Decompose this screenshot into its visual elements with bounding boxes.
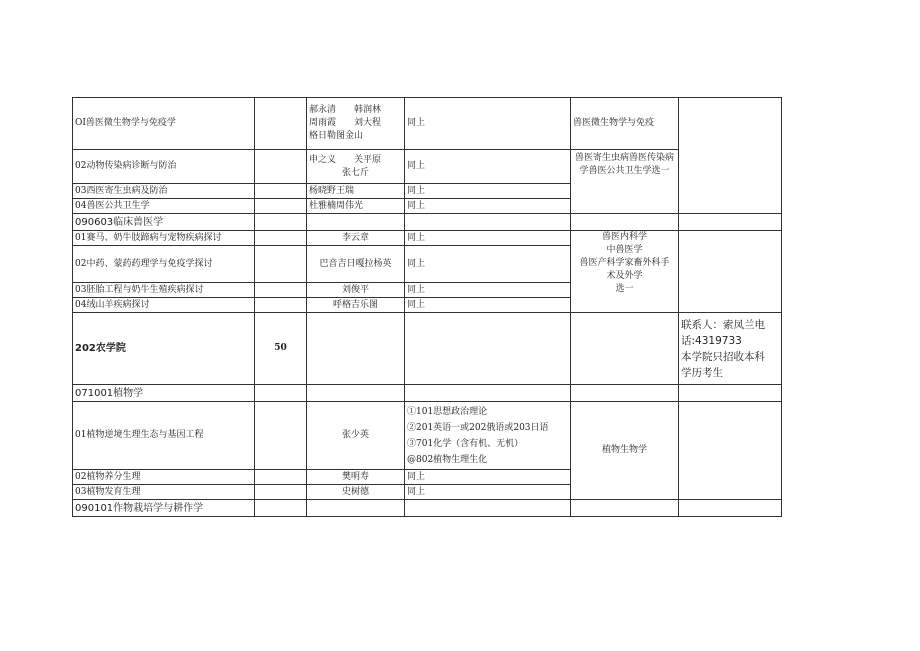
direction-cell: 02中药、蒙药药理学与免疫学探讨 (73, 246, 255, 283)
empty-cell (405, 214, 571, 231)
empty-cell (405, 313, 571, 385)
direction-cell: 04绒山羊疾病探讨 (73, 298, 255, 313)
teacher-cell (307, 150, 405, 184)
empty-cell (679, 385, 782, 402)
quota-cell (255, 470, 307, 485)
note-cell (571, 231, 679, 313)
teacher-line: 张七斤 (341, 167, 369, 178)
remark-cell (679, 98, 782, 214)
exam-cell: 同上 (405, 485, 571, 500)
empty-cell (679, 500, 782, 517)
direction-cell: 02动物传染病诊断与防治 (73, 150, 255, 184)
quota-cell (255, 246, 307, 283)
college-row (73, 313, 782, 385)
teacher-cell: 李云章 (307, 231, 405, 246)
direction-cell: OI兽医微生物学与免疫学 (73, 98, 255, 150)
exam-line: ②201英语一或202俄语或203日语 (407, 422, 549, 433)
exam-cell: 同上 (405, 283, 571, 298)
college-name: 202农学院 (73, 313, 255, 385)
quota-cell (255, 402, 307, 470)
empty-cell (405, 500, 571, 517)
quota-cell (255, 298, 307, 313)
section-row (73, 500, 782, 517)
empty-cell (307, 214, 405, 231)
section-title: 090101作物栽培学与耕作学 (73, 500, 255, 517)
empty-cell (255, 385, 307, 402)
note-line: 术及外学 (606, 271, 643, 281)
teacher-line: 郝永清 韩润林 (309, 105, 382, 115)
teacher-cell (307, 98, 405, 150)
empty-cell (405, 385, 571, 402)
empty-cell (571, 385, 679, 402)
direction-cell: 03胚胎工程与奶牛生殖疾病探讨 (73, 283, 255, 298)
empty-cell (307, 313, 405, 385)
exam-line: ①101思想政治理论 (407, 406, 488, 417)
remark-cell (679, 402, 782, 500)
note-line: 兽医内科学 (601, 232, 647, 242)
teacher-cell: 张少英 (307, 402, 405, 470)
section-row (73, 214, 782, 231)
exam-cell: 同上 (405, 184, 571, 199)
note-cell: 兽医寄生虫病兽医传染病学兽医公共卫生学选一 (571, 150, 679, 214)
quota-cell (255, 184, 307, 199)
exam-cell: 同上 (405, 150, 571, 184)
exam-cell: 同上 (405, 231, 571, 246)
note-line: 选一 (615, 284, 634, 294)
direction-cell: 01赛马、奶牛肢蹄病与宠物疾病探讨 (73, 231, 255, 246)
teacher-cell: 刘俊平 (307, 283, 405, 298)
direction-cell: 03植物发育生理 (73, 485, 255, 500)
table-row (73, 402, 782, 470)
empty-cell (255, 214, 307, 231)
contact-cell (679, 313, 782, 385)
section-title: 071001植物学 (73, 385, 255, 402)
remark-cell (679, 231, 782, 313)
exam-cell (405, 402, 571, 470)
teacher-line: 格日勒图金山 (309, 131, 364, 141)
exam-cell: 同上 (405, 470, 571, 485)
teacher-cell: 杨晓野王瑞 (307, 184, 405, 199)
quota-cell (255, 150, 307, 184)
empty-cell (255, 500, 307, 517)
exam-line: @802植物生理生化 (407, 454, 488, 465)
teacher-cell: 樊明寿 (307, 470, 405, 485)
contact-line: 学历考生 (681, 366, 723, 379)
table-row (73, 231, 782, 246)
teacher-line: 申之义 关平原 (309, 154, 382, 165)
exam-cell: 同上 (405, 298, 571, 313)
note-cell: 兽医微生物学与免疫 (571, 98, 679, 150)
teacher-cell: 呼格吉乐图 (307, 298, 405, 313)
empty-cell (307, 385, 405, 402)
exam-cell: 同上 (405, 246, 571, 283)
note-line: 兽医产科学家畜外科手 (579, 258, 670, 268)
note-cell: 植物生物学 (571, 402, 679, 500)
direction-cell: 01植物逆境生理生态与基因工程 (73, 402, 255, 470)
college-quota: 50 (255, 313, 307, 385)
table-row (73, 150, 782, 184)
note-line: 中兽医学 (606, 245, 643, 255)
table-row (73, 98, 782, 150)
quota-cell (255, 231, 307, 246)
exam-line: ③701化学（含有机、无机） (407, 438, 524, 449)
exam-cell: 同上 (405, 98, 571, 150)
contact-line: 本学院只招收本科 (681, 350, 765, 363)
empty-cell (571, 500, 679, 517)
quota-cell (255, 199, 307, 214)
quota-cell (255, 485, 307, 500)
direction-cell: 04兽医公共卫生学 (73, 199, 255, 214)
teacher-cell: 史树德 (307, 485, 405, 500)
exam-cell: 同上 (405, 199, 571, 214)
direction-cell: 03西医寄生虫病及防治 (73, 184, 255, 199)
contact-line: 联系人：索凤兰电 (681, 318, 765, 331)
empty-cell (571, 313, 679, 385)
contact-line: 话:4319733 (681, 334, 742, 347)
teacher-line: 周雨霞 刘大程 (309, 118, 382, 128)
teacher-cell: 巴音吉日嘎拉杨英 (307, 246, 405, 283)
teacher-cell: 杜雅楠周伟光 (307, 199, 405, 214)
quota-cell (255, 98, 307, 150)
quota-cell (255, 283, 307, 298)
empty-cell (679, 214, 782, 231)
section-row (73, 385, 782, 402)
section-title: 090603临床兽医学 (73, 214, 255, 231)
empty-cell (307, 500, 405, 517)
direction-cell: 02植物养分生理 (73, 470, 255, 485)
enrollment-table (72, 97, 782, 517)
empty-cell (571, 214, 679, 231)
